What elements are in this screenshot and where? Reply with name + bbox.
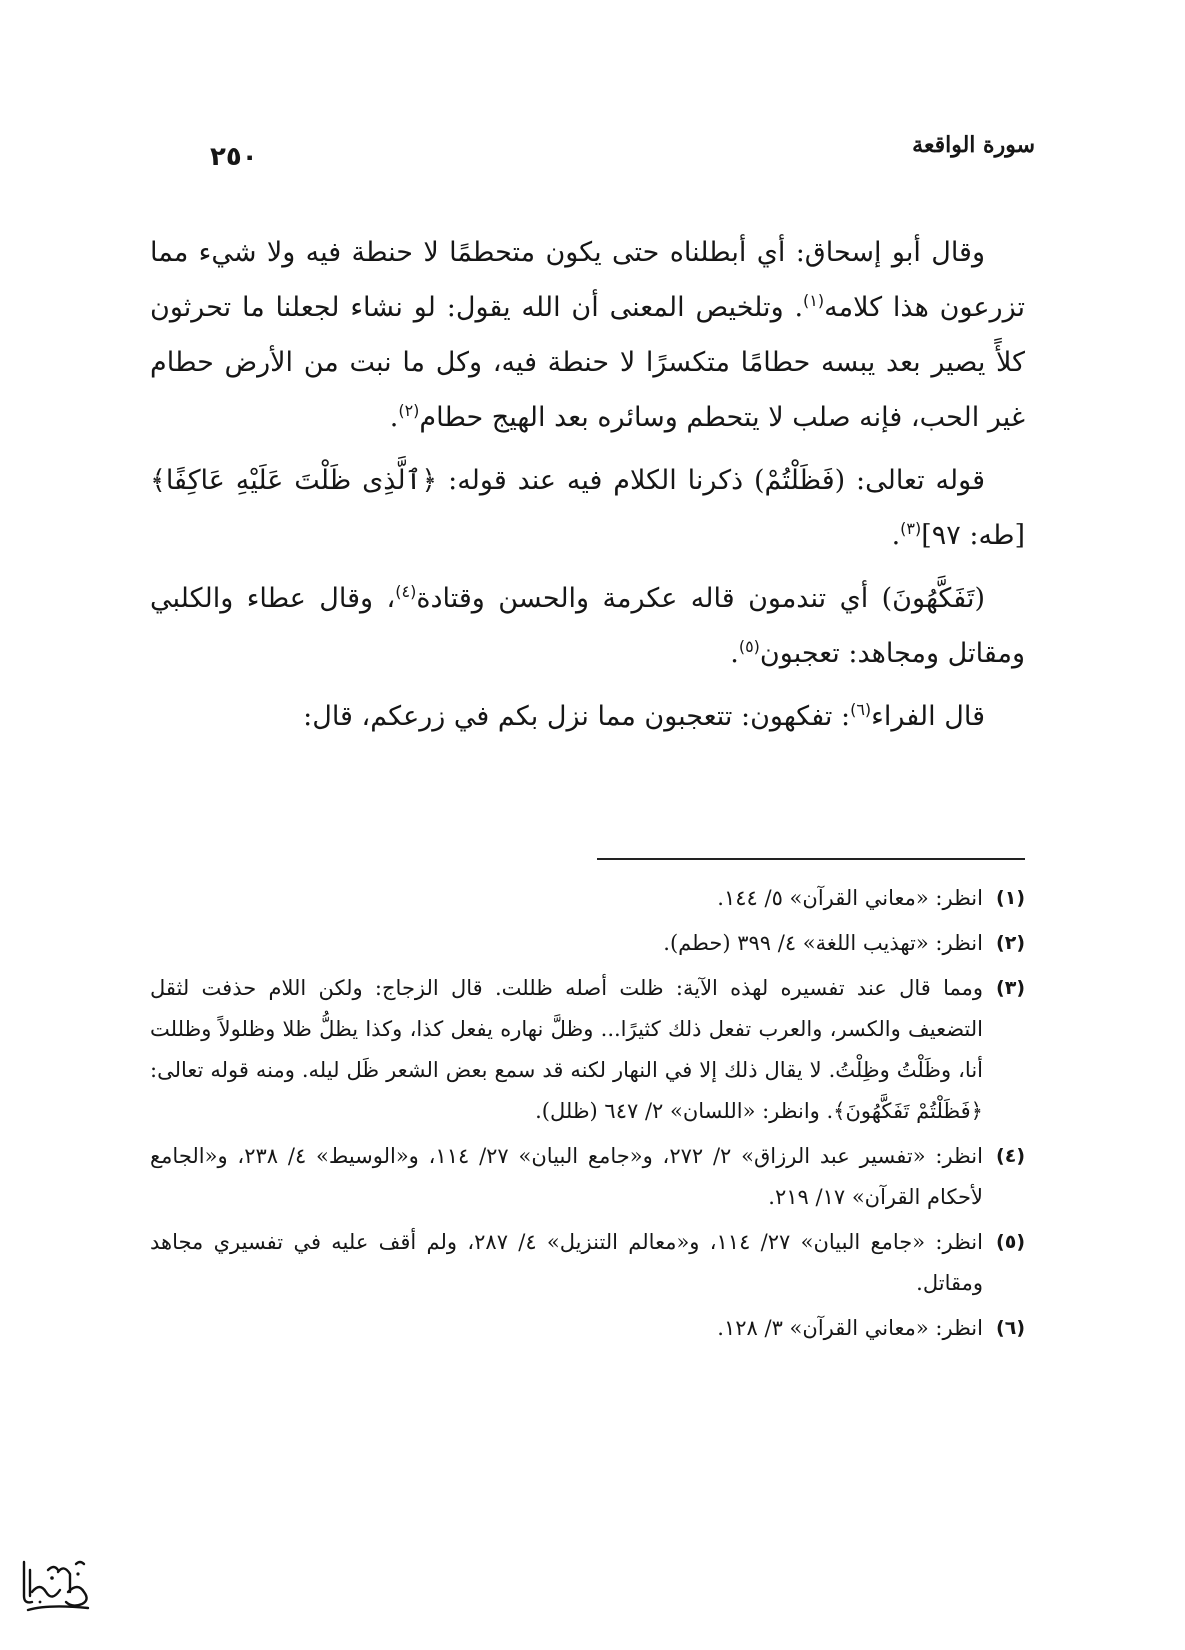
paragraph-text: . وتلخيص المعنى أن الله يقول: لو نشاء لجعلنا ما تحرثون كلأً يصير بعد يبسه حطامًا متكسرًا لا حنطة فيه، وكل ما نبت من الأرض حطام غير الحب، فإنه صلب لا يتحطم وسائره بعد الهيج حطام [150, 292, 1025, 433]
footnote-ref: (٣) [900, 519, 922, 538]
footnote-ref: (٢) [398, 401, 420, 420]
running-header [150, 130, 1035, 180]
main-text [150, 225, 1025, 744]
paragraph-text: . [891, 520, 901, 551]
footnote-number: (٤) [996, 1145, 1025, 1167]
paragraph-text: قوله تعالى: (فَظَلْتُمْ) ذكرنا الكلام فيه عند قوله: ﴿ٱلَّذِى ظَلْتَ عَلَيْهِ عَاكِفًا﴾ [طه: ٩٧] [150, 465, 1025, 551]
footnote-number: (٥) [996, 1231, 1025, 1253]
footnote-text: انظر: «معاني القرآن» ٣/ ١٢٨. [717, 1316, 983, 1340]
paragraph-3 [150, 571, 1025, 681]
paragraph-text: : تفكهون: تتعجبون مما نزل بكم في زرعكم، قال: [303, 701, 851, 732]
footnote-ref: (٦) [850, 700, 872, 719]
footnote-text: انظر: «جامع البيان» ٢٧/ ١١٤، و«معالم التنزيل» ٤/ ٢٨٧، ولم أقف عليه في تفسيري مجاهد ومقاتل. [150, 1230, 983, 1295]
footnotes [150, 878, 1025, 1353]
footnote-6 [150, 1308, 1025, 1349]
footnote-separator [597, 858, 1025, 860]
paragraph-text: . [730, 638, 739, 669]
page-number: ٢٥٠ [210, 142, 258, 172]
paragraph-text: قال الفراء [871, 701, 985, 732]
paragraph-4 [150, 689, 1025, 744]
footnote-text: ومما قال عند تفسيره لهذه الآية: ظلت أصله ظللت. قال الزجاج: ولكن اللام حذفت لثقل التضعيف والكسر، والعرب تفعل ذلك كثيرًا... وظلَّ نهاره يفعل كذا، وكذا يظلُّ ظلا وظلولاً وظللت أنا، وظَلْتُ وظِلْتُ. لا يقال ذلك إلا في النهار لكنه قد سمع بعض الشعر ظَل ليله. ومنه قوله تعالى: ﴿فَظَلْتُمْ تَفَكَّهُونَ﴾. وانظر: «اللسان» ٢/ ٦٤٧ (ظلل). [150, 976, 983, 1123]
paragraph-text: . [389, 402, 399, 433]
footnote-2 [150, 923, 1025, 964]
footnote-4 [150, 1136, 1025, 1218]
footnote-ref: (٤) [395, 582, 417, 601]
paragraph-text: ، وقال عطاء والكلبي ومقاتل ومجاهد: تعجبون [150, 583, 1025, 669]
footnote-number: (١) [996, 887, 1025, 909]
footnote-3 [150, 968, 1025, 1132]
calligraphy-logo-icon [18, 1552, 96, 1622]
footnote-text: انظر: «تهذيب اللغة» ٤/ ٣٩٩ (حطم). [663, 931, 983, 955]
footnote-ref: (١) [803, 291, 825, 310]
paragraph-text: (تَفَكَّهُونَ) أي تندمون قاله عكرمة والحسن وقتادة [416, 583, 986, 614]
footnote-5 [150, 1222, 1025, 1304]
footnote-1 [150, 878, 1025, 919]
paragraph-text: وقال أبو إسحاق: أي أبطلناه حتى يكون متحطمًا لا حنطة فيه ولا شيء مما تزرعون هذا كلامه [150, 237, 1025, 323]
footnote-number: (٢) [996, 932, 1025, 954]
paragraph-2 [150, 453, 1025, 563]
footnote-number: (٣) [996, 977, 1025, 999]
surah-title: سورة الواقعة [912, 132, 1035, 158]
footnote-text: انظر: «تفسير عبد الرزاق» ٢/ ٢٧٢، و«جامع البيان» ٢٧/ ١١٤، و«الوسيط» ٤/ ٢٣٨، و«الجامع لأحكام القرآن» ١٧/ ٢١٩. [150, 1144, 983, 1209]
footnote-ref: (٥) [738, 637, 760, 656]
footnote-text: انظر: «معاني القرآن» ٥/ ١٤٤. [717, 886, 983, 910]
paragraph-1 [150, 225, 1025, 445]
footnote-number: (٦) [996, 1317, 1025, 1339]
